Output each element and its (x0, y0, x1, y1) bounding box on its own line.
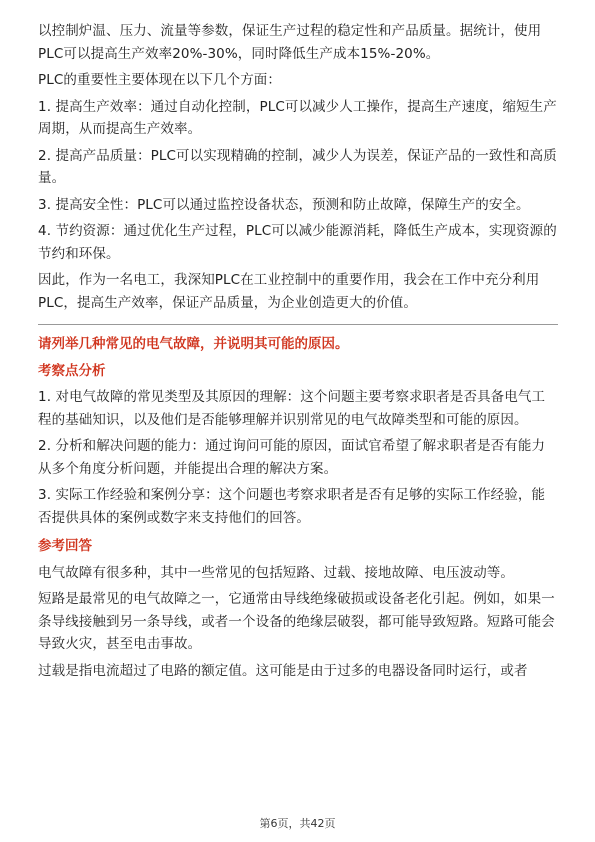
analysis-item-1: 1. 对电气故障的常见类型及其原因的理解：这个问题主要考察求职者是否具备电气工程的基础知识，以及他们是否能够理解并识别常见的电气故障类型和可能的原因。 (38, 389, 546, 428)
intro-list-item-2: 2. 提高产品质量：PLC可以实现精确的控制，减少人为误差，保证产品的一致性和高质量。 (38, 147, 557, 186)
question-title: 请列举几种常见的电气故障，并说明其可能的原因。 (38, 336, 349, 352)
analysis-heading: 考察点分析 (38, 362, 106, 379)
answer-paragraph-2: 短路是最常见的电气故障之一，它通常由导线绝缘破损或设备老化引起。例如，如果一条导线接触到另一条导线，或者一个设备的绝缘层破裂，都可能导致短路。短路可能会导致火灾，甚至电击事故。 (38, 591, 555, 652)
page-footer: 第6页，共42页 (259, 817, 336, 830)
answer-paragraph-1: 电气故障有很多种，其中一些常见的包括短路、过载、接地故障、电压波动等。 (38, 564, 514, 581)
section-divider (38, 324, 558, 325)
intro-list-item-4: 4. 节约资源：通过优化生产过程，PLC可以减少能源消耗，降低生产成本，实现资源的节约和环保。 (38, 223, 557, 262)
intro-conclusion: 因此，作为一名电工，我深知PLC在工业控制中的重要作用，我会在工作中充分利用PLC，提高生产效率，保证产品质量，为企业创造更大的价值。 (38, 272, 540, 311)
page-content (38, 20, 558, 686)
intro-paragraph-1: 以控制炉温、压力、流量等参数，保证生产过程的稳定性和产品质量。据统计，使用PLC可以提高生产效率20%-30%，同时降低生产成本15%-20%。 (38, 23, 542, 62)
intro-list-item-1: 1. 提高生产效率：通过自动化控制，PLC可以减少人工操作，提高生产速度，缩短生产周期，从而提高生产效率。 (38, 98, 557, 137)
intro-list-item-3: 3. 提高安全性：PLC可以通过监控设备状态，预测和防止故障，保障生产的安全。 (38, 196, 530, 213)
answer-heading: 参考回答 (38, 538, 92, 554)
analysis-item-2: 2. 分析和解决问题的能力：通过询问可能的原因，面试官希望了解求职者是否有能力从多个角度分析问题，并能提出合理的解决方案。 (38, 438, 546, 477)
answer-paragraph-3: 过载是指电流超过了电路的额定值。这可能是由于过多的电器设备同时运行，或者 (38, 662, 528, 679)
intro-paragraph-2: PLC的重要性主要体现在以下几个方面： (38, 72, 281, 88)
analysis-item-3: 3. 实际工作经验和案例分享：这个问题也考察求职者是否有足够的实际工作经验，能否提供具体的案例或数字来支持他们的回答。 (38, 487, 546, 526)
